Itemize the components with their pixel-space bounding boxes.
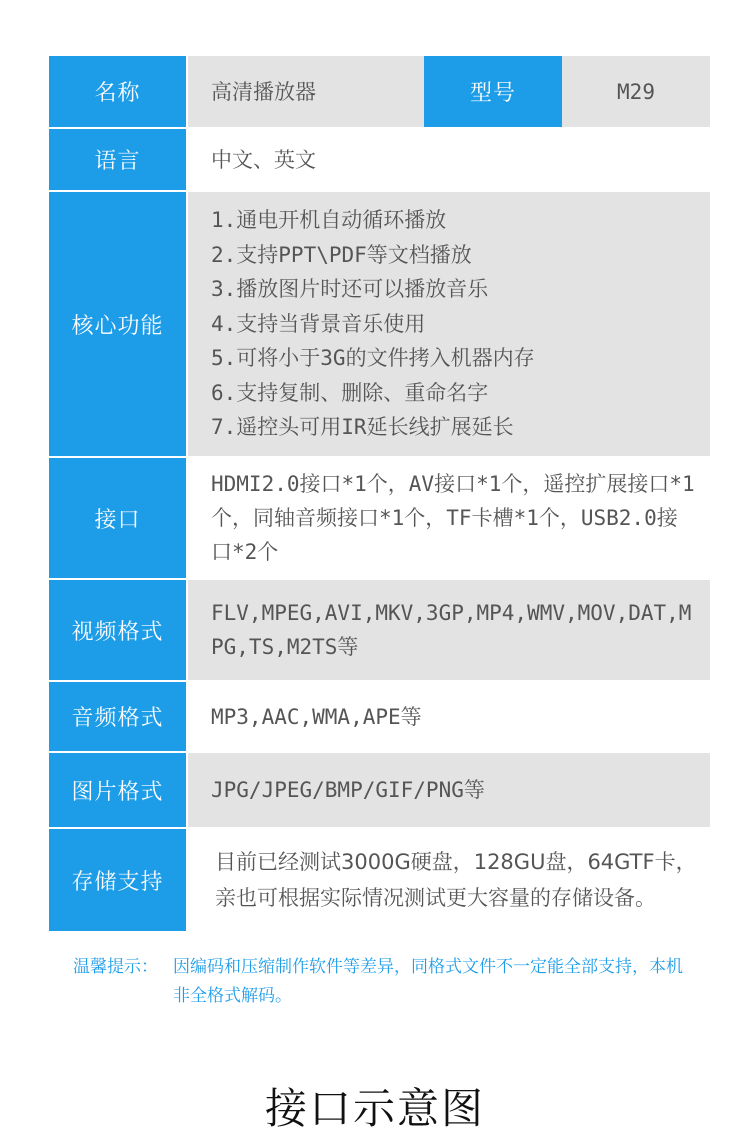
interface-value: HDMI2.0接口*1个，AV接口*1个，遥控扩展接口*1个，同轴音频接口*1个，TF卡槽*1个，USB2.0接口*2个 [188,458,710,578]
audio-value: MP3,AAC,WMA,APE等 [188,682,710,751]
storage-label: 存储支持 [49,829,188,931]
row-name [49,56,710,129]
feature-item: 5.可将小于3G的文件拷入机器内存 [211,346,535,371]
interface-label: 接口 [49,458,188,578]
row-interface [49,458,710,580]
row-language [49,129,710,192]
feature-item: 2.支持PPT\PDF等文档播放 [211,242,472,267]
model-label: 型号 [424,56,562,127]
feature-item: 4.支持当背景音乐使用 [211,311,426,336]
feature-item: 6.支持复制、删除、重命名字 [211,380,489,405]
section-heading: 接口示意图 [264,1084,485,1133]
feature-item: 7.遥控头可用IR延长线扩展延长 [211,415,514,440]
name-value: 高清播放器 [188,56,424,127]
tip-body: 因编码和压缩制作软件等差异，同格式文件不一定能全部支持，本机非全格式解码。 [173,957,683,1006]
tip-prefix: 温馨提示： [73,957,158,977]
tip-note [73,953,693,1011]
image-label: 图片格式 [49,753,188,827]
features-label: 核心功能 [49,192,188,456]
row-video [49,580,710,682]
row-features [49,192,710,458]
row-image [49,753,710,829]
feature-item: 3.播放图片时还可以播放音乐 [211,277,489,302]
row-storage [49,829,710,931]
spec-table [49,56,710,931]
language-value: 中文、英文 [188,129,710,190]
image-value: JPG/JPEG/BMP/GIF/PNG等 [188,753,710,827]
feature-list [211,203,535,445]
name-label: 名称 [49,56,188,127]
storage-value: 目前已经测试3000G硬盘，128GU盘，64GTF卡，亲也可根据实际情况测试更大容量的存储设备。 [188,829,710,931]
audio-label: 音频格式 [49,682,188,751]
features-value [188,192,710,456]
video-value: FLV,MPEG,AVI,MKV,3GP,MP4,WMV,MOV,DAT,MPG,TS,M2TS等 [188,580,710,680]
feature-item: 1.通电开机自动循环播放 [211,208,447,233]
row-audio [49,682,710,753]
model-value: M29 [562,56,710,127]
video-label: 视频格式 [49,580,188,680]
language-label: 语言 [49,129,188,190]
